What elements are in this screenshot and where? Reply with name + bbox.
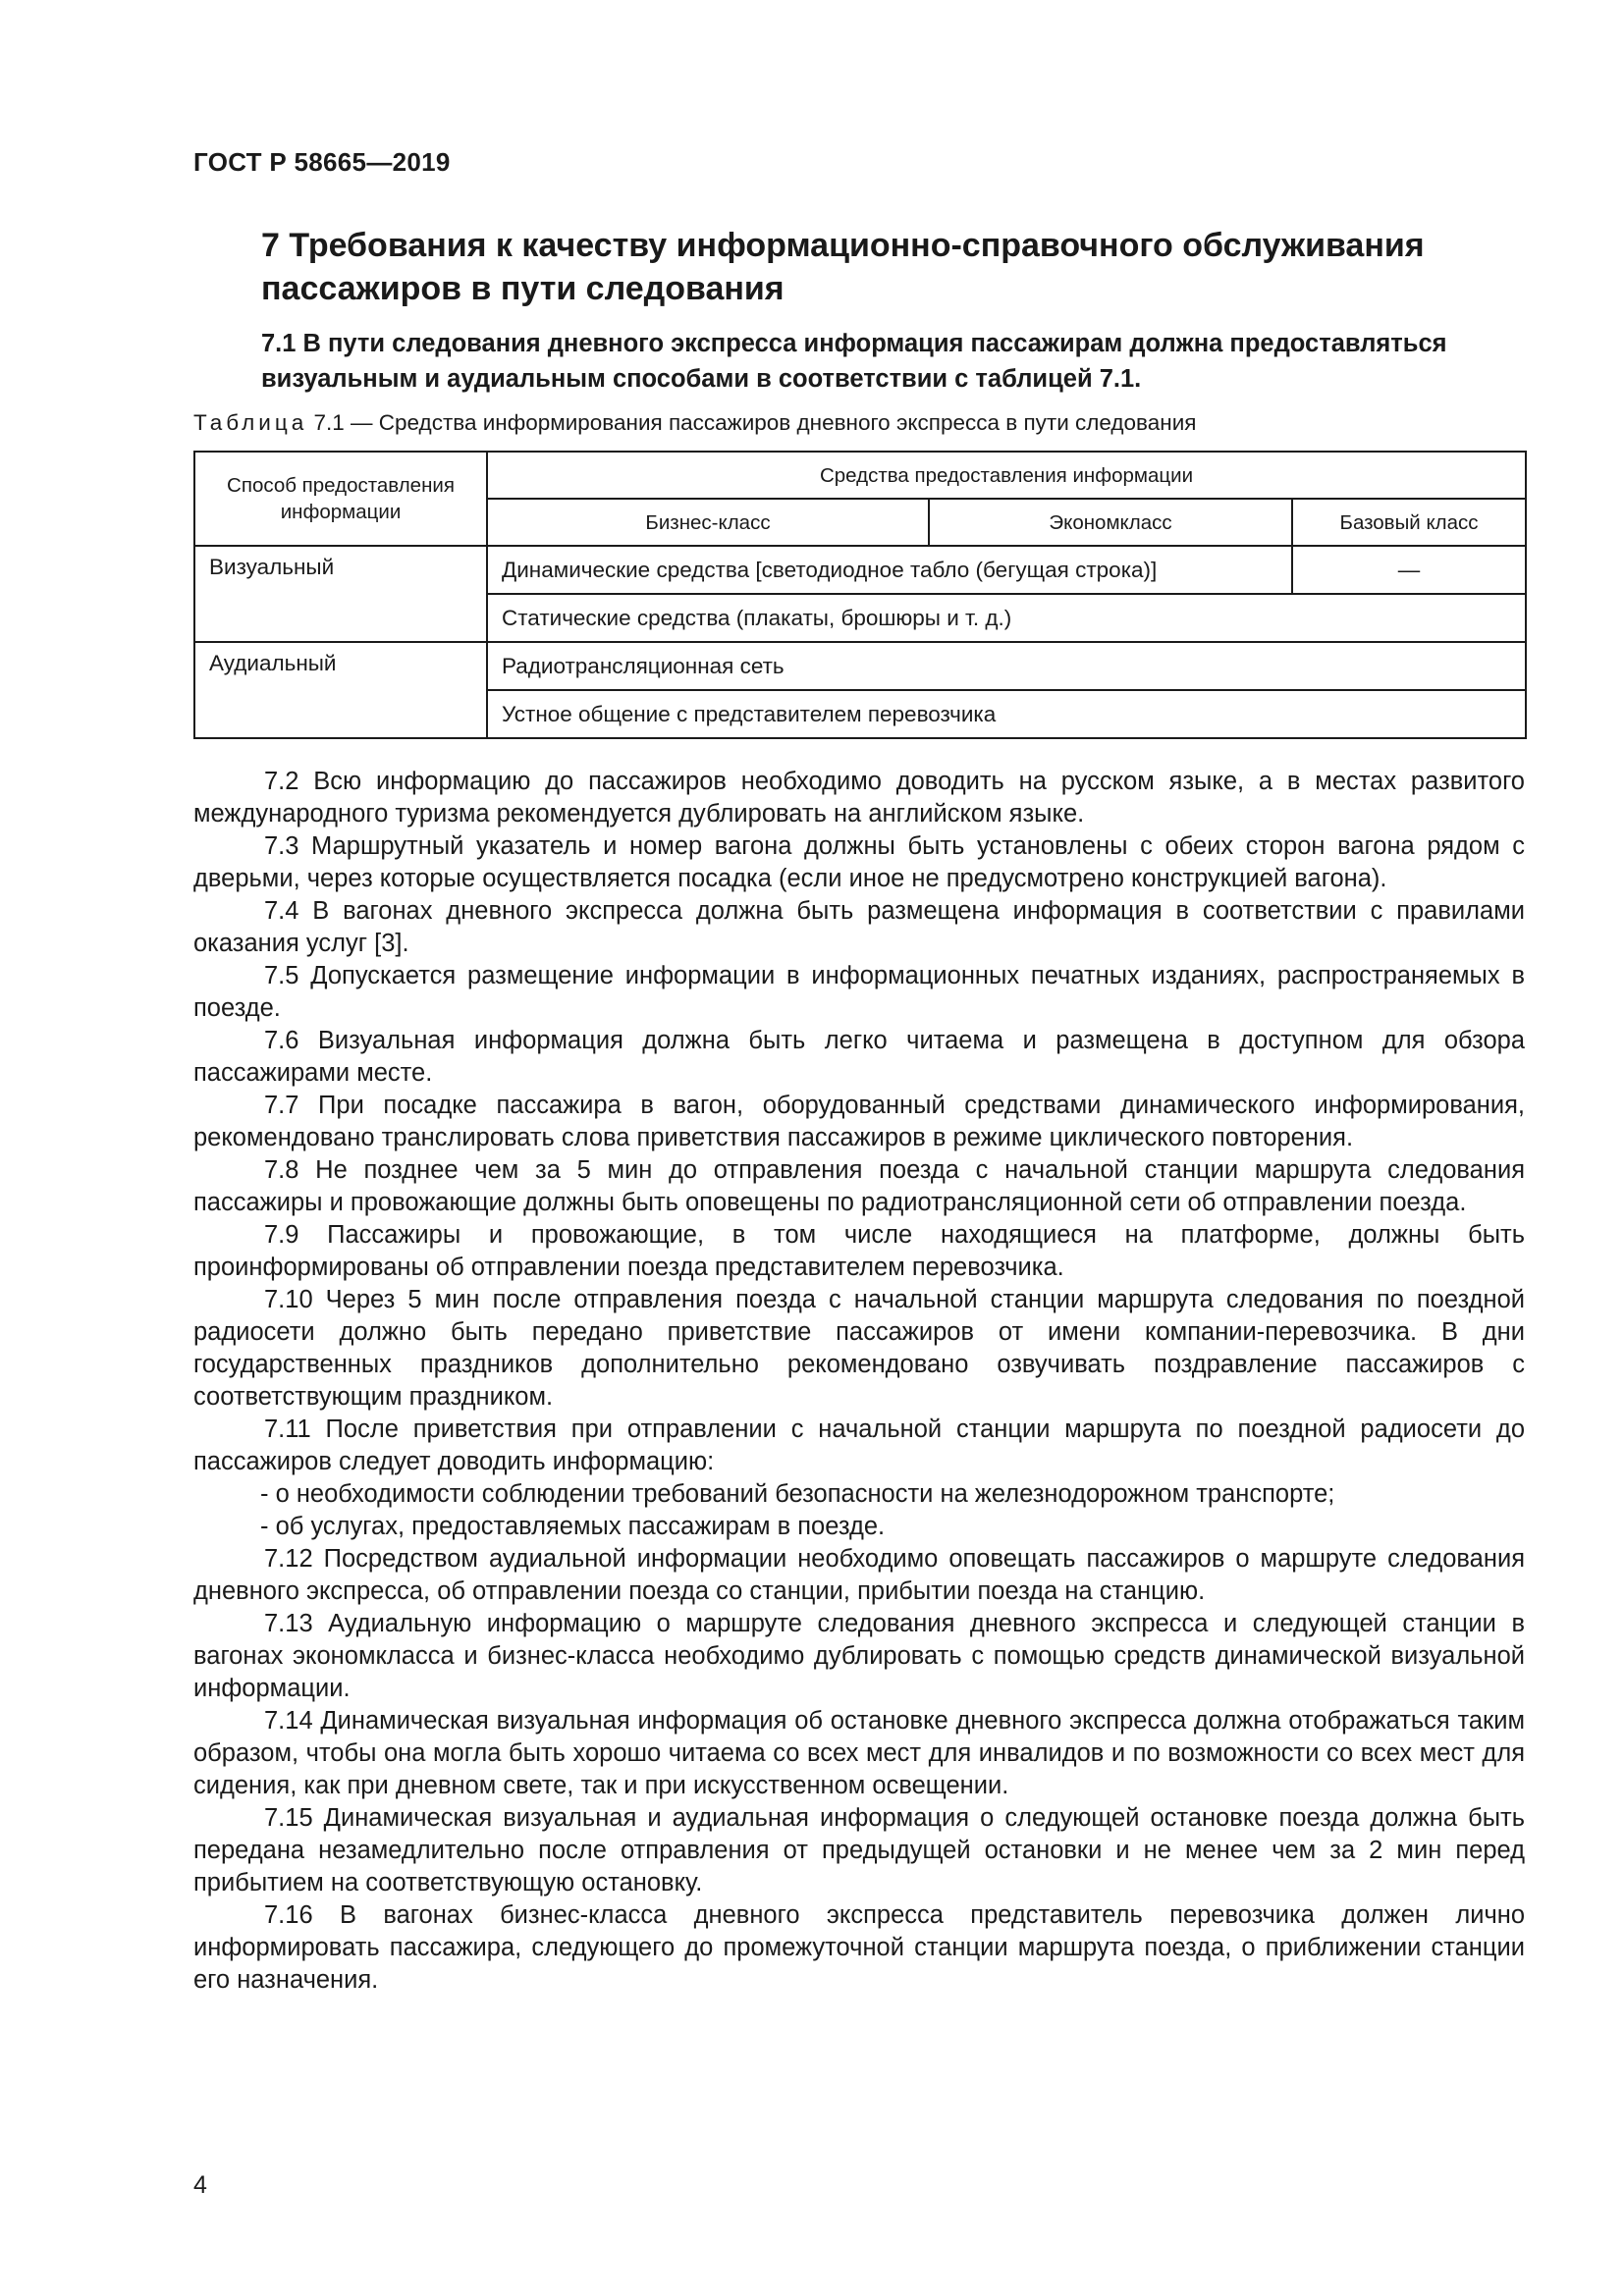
paragraph-7-7: 7.7 При посадке пассажира в вагон, оборудованный средствами динамического информирования, рекомендовано транслировать слова приветствия пассажиров в режиме циклического повторения. xyxy=(193,1092,1525,1151)
list-item: - о необходимости соблюдении требований безопасности на железнодорожном транспорте; xyxy=(260,1480,1335,1508)
paragraph-7-15: 7.15 Динамическая визуальная и аудиальная информация о следующей остановке поезда должна быть передана незамедлительно после отправления от предыдущей остановки и не менее чем за 2 мин перед прибытием на соответствующую остановку. xyxy=(193,1804,1525,1896)
paragraph-7-2: 7.2 Всю информацию до пассажиров необходимо доводить на русском языке, а в местах развитого международного туризма рекомендуется дублировать на английском языке. xyxy=(193,768,1525,828)
section-title: 7 Требования к качеству информационно-справочного обслуживания пассажиров в пути следования xyxy=(261,227,1425,307)
means-oral: Устное общение с представителем перевозчика xyxy=(487,690,1526,738)
paragraph-7-13: 7.13 Аудиальную информацию о маршруте следования дневного экспресса и следующей станции в вагонах экономкласса и бизнес-класса необходимо дублировать с помощью средств динамической визуальной информации. xyxy=(193,1610,1525,1702)
paragraph-7-6: 7.6 Визуальная информация должна быть легко читаема и размещена в доступном для обзора пассажирами месте. xyxy=(193,1027,1525,1087)
page-number: 4 xyxy=(193,2171,207,2199)
table-row xyxy=(194,546,1526,594)
paragraph-7-5: 7.5 Допускается размещение информации в информационных печатных изданиях, распространяемых в поезде. xyxy=(193,962,1525,1022)
paragraph-7-11: 7.11 После приветствия при отправлении с начальной станции маршрута по поездной радиосети до пассажиров следует доводить информацию: xyxy=(193,1415,1525,1475)
subsection-7-1: 7.1 В пути следования дневного экспресса информация пассажирам должна предоставляться визуальным и аудиальным способами в соответствии с таблицей 7.1. xyxy=(261,330,1447,393)
table-header-row xyxy=(194,452,1526,499)
paragraph-7-14: 7.14 Динамическая визуальная информация об остановке дневного экспресса должна отображаться таким образом, чтобы она могла быть хорошо читаема со всех мест для инвалидов и по возможности со всех мест для сидения, как при дневном свете, так и при искусственном освещении. xyxy=(193,1707,1525,1799)
method-visual: Визуальный xyxy=(194,546,487,642)
body-text xyxy=(193,766,1525,1997)
paragraph-7-16: 7.16 В вагонах бизнес-класса дневного экспресса представитель перевозчика должен лично информировать пассажира, следующего до промежуточной станции маршрута поезда, о приближении станции его назначения. xyxy=(193,1901,1525,1994)
means-radio: Радиотрансляционная сеть xyxy=(487,642,1526,690)
means-basic-dash: — xyxy=(1292,546,1526,594)
paragraph-7-3: 7.3 Маршрутный указатель и номер вагона должны быть установлены с обеих сторон вагона рядом с дверьми, через которые осуществляется посадка (если иное не предусмотрено конструкцией вагона). xyxy=(193,832,1525,892)
means-static: Статические средства (плакаты, брошюры и т. д.) xyxy=(487,594,1526,642)
header-method-cell: Способ предоставления информации xyxy=(194,452,487,546)
document-id: ГОСТ Р 58665—2019 xyxy=(193,147,451,177)
means-dynamic: Динамические средства [светодиодное табло (бегущая строка)] xyxy=(487,546,1292,594)
paragraph-7-10: 7.10 Через 5 мин после отправления поезда с начальной станции маршрута следования по поездной радиосети должно быть передано приветствие пассажиров от имени компании-перевозчика. В дни государственных праздников дополнительно рекомендовано озвучивать поздравление пассажиров с соответствующим праздником. xyxy=(193,1286,1525,1411)
paragraph-7-4: 7.4 В вагонах дневного экспресса должна быть размещена информация в соответствии с правилами оказания услуг [3]. xyxy=(193,897,1525,957)
method-audio: Аудиальный xyxy=(194,642,487,738)
header-means-cell: Средства предоставления информации xyxy=(487,452,1526,499)
paragraph-7-8: 7.8 Не позднее чем за 5 мин до отправления поезда с начальной станции маршрута следования пассажиры и провожающие должны быть оповещены по радиотрансляционной сети об отправлении поезда. xyxy=(193,1156,1525,1216)
info-means-table xyxy=(193,451,1527,739)
table-caption xyxy=(193,408,1196,438)
paragraph-7-12: 7.12 Посредством аудиальной информации необходимо оповещать пассажиров о маршруте следования дневного экспресса, об отправлении поезда со станции, прибытии поезда на станцию. xyxy=(193,1545,1525,1605)
paragraph-7-9: 7.9 Пассажиры и провожающие, в том числе находящиеся на платформе, должны быть проинформированы об отправлении поезда представителем перевозчика. xyxy=(193,1221,1525,1281)
table-caption-text: 7.1 — Средства информирования пассажиров дневного экспресса в пути следования xyxy=(313,410,1197,435)
table-row xyxy=(194,642,1526,690)
header-economy-class: Экономкласс xyxy=(929,499,1292,546)
list-item: - об услугах, предоставляемых пассажирам в поезде. xyxy=(260,1513,886,1540)
header-business-class: Бизнес-класс xyxy=(487,499,929,546)
table-caption-label: Таблица xyxy=(193,410,308,435)
header-basic-class: Базовый класс xyxy=(1292,499,1526,546)
